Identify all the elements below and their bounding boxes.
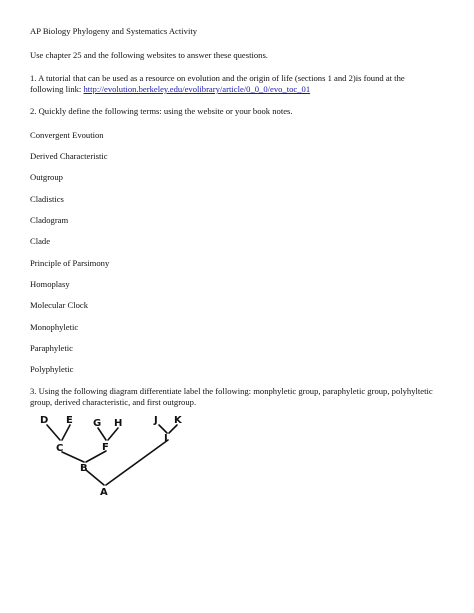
tip-label-e: E — [66, 415, 73, 426]
branch-j-i — [159, 425, 167, 433]
tip-label-j: J — [154, 415, 158, 426]
node-label-c: C — [56, 443, 64, 454]
term-derived-characteristic: Derived Characteristic — [30, 151, 108, 161]
tip-label-k: K — [174, 415, 182, 426]
branch-k-i — [169, 425, 177, 433]
term-paraphyletic: Paraphyletic — [30, 343, 73, 353]
term-cladogram: Cladogram — [30, 215, 69, 225]
question-1-prefix: following link: — [30, 84, 84, 94]
term-principle-of-parsimony: Principle of Parsimony — [30, 258, 110, 268]
node-label-a: A — [100, 487, 108, 498]
tutorial-link[interactable]: http://evolution.berkeley.edu/evolibrary/article/0_0_0/evo_toc_01 — [83, 84, 311, 94]
term-outgroup: Outgroup — [30, 172, 63, 182]
page-title: AP Biology Phylogeny and Systematics Activity — [30, 26, 198, 36]
tip-label-g: G — [93, 418, 102, 429]
branch-h-f — [108, 428, 118, 440]
tip-label-d: D — [40, 415, 49, 426]
instructions: Use chapter 25 and the following websites to answer these questions. — [30, 50, 268, 60]
node-label-i: I — [164, 433, 168, 444]
branch-i-a — [106, 440, 168, 485]
term-clade: Clade — [30, 236, 51, 246]
question-1-line-1: 1. A tutorial that can be used as a resource on evolution and the origin of life (sections 1 and 2)is found at the — [30, 73, 405, 83]
term-convergent-evolution: Convergent Evoution — [30, 130, 104, 140]
term-molecular-clock: Molecular Clock — [30, 300, 88, 310]
term-cladistics: Cladistics — [30, 194, 64, 204]
question-3: 3. Using the following diagram differentiate label the following: monphyletic group, paraphyletic group, polyhyltetic group, derived characteristic, and first outgroup. — [30, 386, 433, 407]
term-monophyletic: Monophyletic — [30, 322, 79, 332]
term-polyphyletic: Polyphyletic — [30, 364, 74, 374]
branch-d-c — [47, 425, 60, 440]
branch-c-b — [62, 452, 84, 462]
branch-b-a — [86, 470, 104, 485]
tip-label-h: H — [114, 418, 123, 429]
branch-g-f — [98, 428, 106, 440]
node-label-b: B — [80, 463, 88, 474]
node-label-f: F — [102, 442, 109, 453]
question-2: 2. Quickly define the following terms: using the website or your book notes. — [30, 106, 293, 116]
term-homoplasy: Homoplasy — [30, 279, 70, 289]
branch-e-c — [62, 425, 70, 440]
